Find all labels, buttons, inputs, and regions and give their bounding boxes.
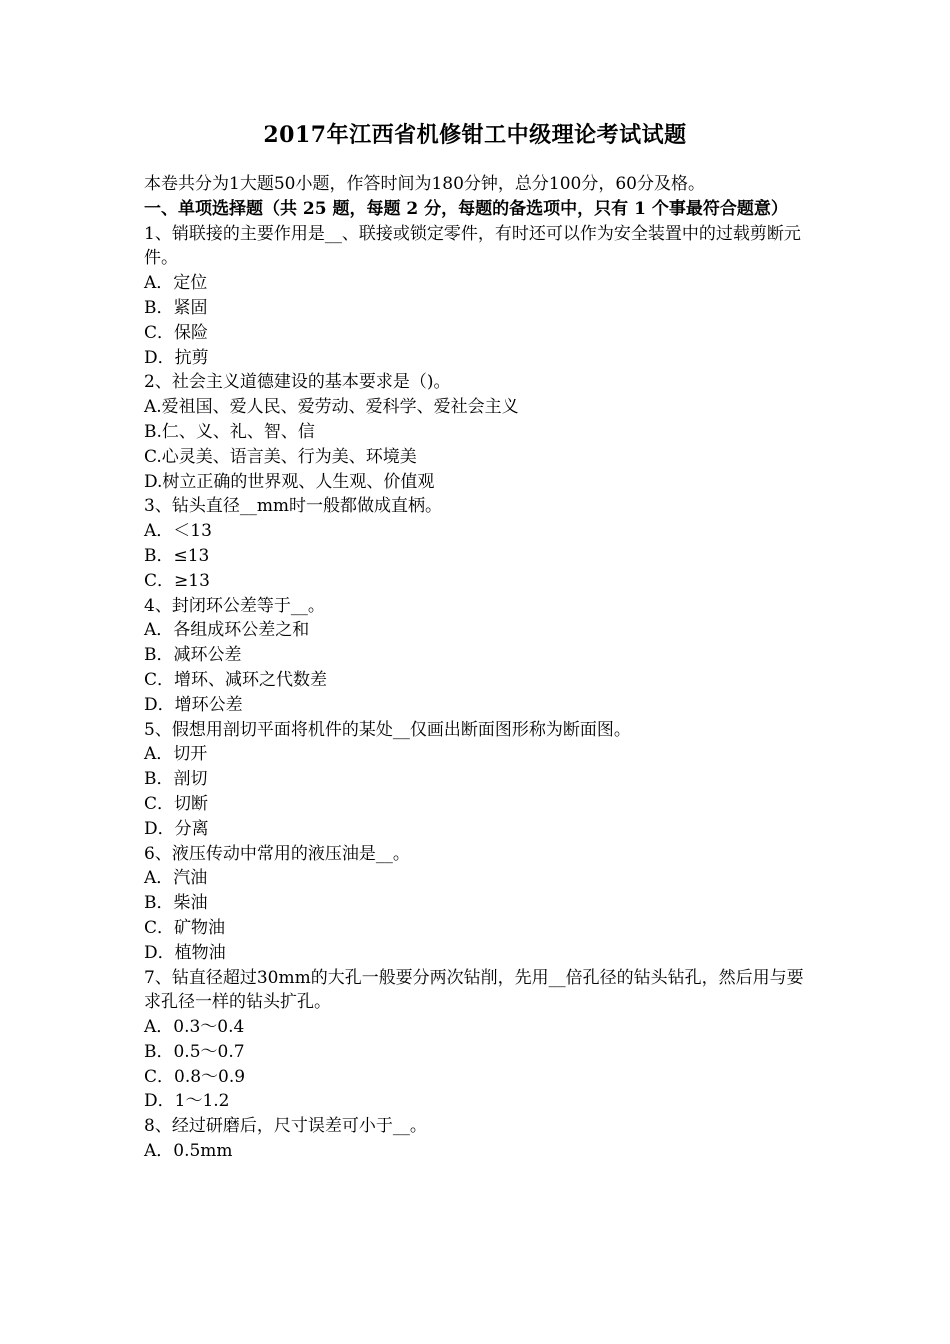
question-8 [144, 1114, 808, 1164]
option-c: C．增环、减环之代数差 [144, 669, 328, 690]
question-stem: 1、销联接的主要作用是__、联接或锁定零件，有时还可以作为安全装置中的过载剪断元件。 [144, 223, 801, 269]
option-d: D．1～1.2 [144, 1091, 230, 1112]
option-d: D．植物油 [144, 942, 226, 963]
question-stem: 6、液压传动中常用的液压油是__。 [144, 843, 410, 864]
question-4 [144, 594, 808, 718]
option-b: B．紧固 [144, 297, 208, 318]
option-b: B．柴油 [144, 893, 208, 914]
option-c: C.心灵美、语言美、行为美、环境美 [144, 446, 417, 467]
option-c: C．0.8～0.9 [144, 1066, 246, 1087]
section-heading: 一、单项选择题（共 25 题，每题 2 分，每题的备选项中，只有 1 个事最符合题意） [144, 198, 788, 219]
question-1 [144, 222, 808, 371]
option-d: D.树立正确的世界观、人生观、价值观 [144, 471, 435, 492]
option-b: B．减环公差 [144, 645, 242, 666]
question-stem: 3、钻头直径__mm时一般都做成直柄。 [144, 496, 443, 517]
option-a: A．切开 [144, 744, 208, 765]
option-a: A．各组成环公差之和 [144, 620, 310, 641]
question-6 [144, 842, 808, 966]
question-2 [144, 370, 808, 494]
option-d: D．分离 [144, 818, 209, 839]
question-stem: 4、封闭环公差等于__。 [144, 595, 325, 616]
option-a: A．0.3～0.4 [144, 1017, 245, 1038]
option-b: B．≤13 [144, 545, 210, 566]
exam-intro: 本卷共分为1大题50小题，作答时间为180分钟，总分100分，60分及格。 [144, 174, 705, 194]
option-d: D．抗剪 [144, 347, 209, 368]
question-3 [144, 494, 808, 593]
option-a: A．＜13 [144, 521, 212, 542]
option-a: A．汽油 [144, 868, 208, 889]
option-a: A.爱祖国、爱人民、爱劳动、爱科学、爱社会主义 [144, 397, 519, 418]
question-stem: 5、假想用剖切平面将机件的某处__仅画出断面图形称为断面图。 [144, 719, 631, 740]
question-5 [144, 718, 808, 842]
option-c: C．切断 [144, 793, 209, 814]
document-title: 2017年江西省机修钳工中级理论考试试题 [263, 122, 687, 148]
document-body [144, 172, 808, 1164]
option-b: B.仁、义、礼、智、信 [144, 421, 315, 442]
option-c: C．保险 [144, 322, 209, 343]
option-a: A．0.5mm [144, 1141, 233, 1162]
option-c: C．矿物油 [144, 917, 226, 938]
question-stem: 7、钻直径超过30mm的大孔一般要分两次钻削，先用__倍孔径的钻头钻孔，然后用与要求孔径一样的钻头扩孔。 [144, 967, 804, 1013]
option-b: B．0.5～0.7 [144, 1041, 245, 1062]
question-7 [144, 966, 808, 1115]
question-stem: 2、社会主义道德建设的基本要求是（)。 [144, 372, 451, 393]
option-a: A．定位 [144, 273, 208, 294]
option-d: D．增环公差 [144, 694, 243, 715]
option-b: B．剖切 [144, 769, 208, 790]
question-stem: 8、经过研磨后，尺寸误差可小于__。 [144, 1116, 427, 1137]
option-c: C．≥13 [144, 570, 210, 591]
